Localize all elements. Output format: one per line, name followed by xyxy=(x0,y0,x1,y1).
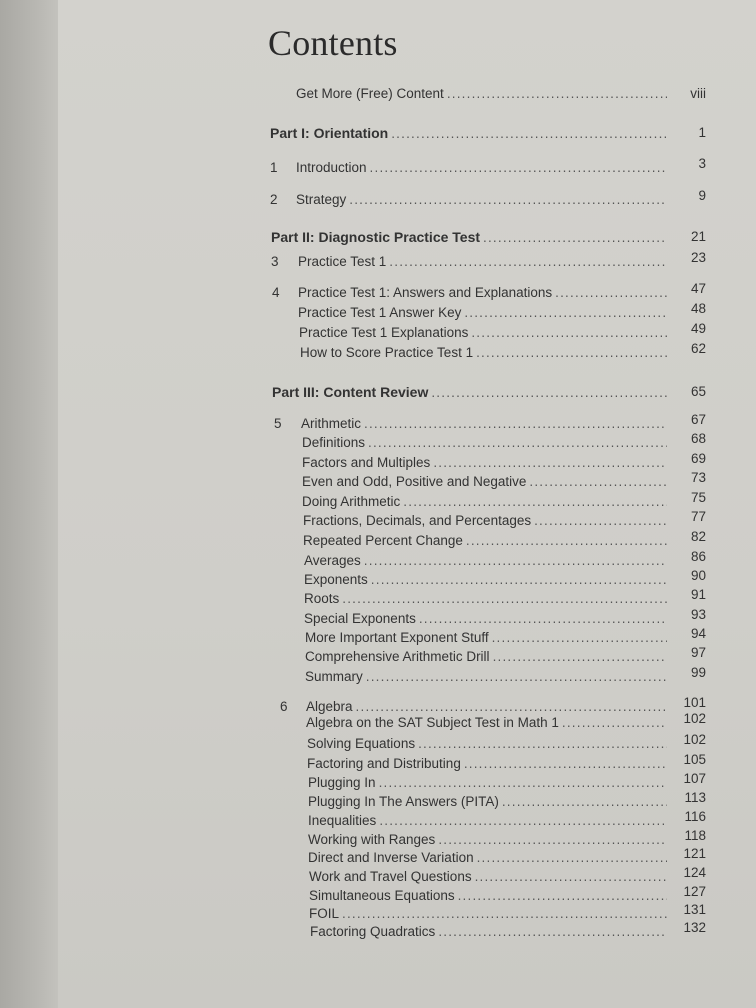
dot-leader xyxy=(342,906,667,922)
dot-leader xyxy=(466,533,667,549)
page-number: 102 xyxy=(683,732,706,747)
dot-leader xyxy=(419,611,667,627)
entry-title: Comprehensive Arithmetic Drill xyxy=(305,649,490,664)
toc-entry xyxy=(305,645,706,665)
page-number: 116 xyxy=(684,809,706,824)
entry-title: Even and Odd, Positive and Negative xyxy=(302,474,527,489)
entry-title: Arithmetic xyxy=(301,416,362,431)
page-number: 82 xyxy=(690,529,706,544)
entry-title: Working with Ranges xyxy=(308,832,436,847)
page-number: 67 xyxy=(690,412,706,427)
page-number: 90 xyxy=(690,568,706,583)
page-number: 107 xyxy=(683,771,706,786)
entry-title: Simultaneous Equations xyxy=(309,888,455,903)
toc-entry xyxy=(305,665,706,685)
toc-entry xyxy=(302,431,706,451)
chapter-number: 1 xyxy=(270,160,278,175)
page-number: 93 xyxy=(690,607,706,622)
toc-entry xyxy=(299,321,706,341)
dot-leader xyxy=(431,385,667,401)
toc-entry xyxy=(302,490,706,510)
page-number: 75 xyxy=(690,490,706,505)
page-number: 132 xyxy=(683,920,706,935)
page-number: 94 xyxy=(690,626,706,641)
dot-leader xyxy=(493,649,667,665)
page-number: 3 xyxy=(698,156,706,171)
entry-title: Special Exponents xyxy=(304,611,416,626)
dot-leader xyxy=(476,345,667,361)
dot-leader xyxy=(534,513,667,529)
toc-entry xyxy=(308,846,706,866)
chapter-number: 5 xyxy=(274,416,282,431)
page-number: 127 xyxy=(683,884,706,899)
dot-leader xyxy=(364,416,667,432)
entry-title: Plugging In xyxy=(308,775,376,790)
entry-title: Get More (Free) Content xyxy=(296,86,444,101)
dot-leader xyxy=(418,736,667,752)
toc-part-heading xyxy=(271,229,706,246)
toc-entry xyxy=(308,809,706,829)
page-number: 101 xyxy=(683,695,706,710)
dot-leader xyxy=(403,494,667,510)
dot-leader xyxy=(368,435,667,451)
chapter-number: 2 xyxy=(270,192,278,207)
entry-title: Practice Test 1: Answers and Explanations xyxy=(298,285,553,300)
dot-leader xyxy=(492,630,667,646)
dot-leader xyxy=(438,832,667,848)
page-number: 21 xyxy=(690,229,706,244)
dot-leader xyxy=(475,869,667,885)
page-number: 65 xyxy=(690,384,706,399)
dot-leader xyxy=(458,888,667,904)
dot-leader xyxy=(447,86,667,102)
page-number: 68 xyxy=(690,431,706,446)
dot-leader xyxy=(433,455,667,471)
toc-entry xyxy=(304,587,706,607)
toc-entry xyxy=(270,188,706,208)
dot-leader xyxy=(502,794,667,810)
dot-leader xyxy=(379,775,667,791)
entry-title: Algebra xyxy=(306,699,353,714)
entry-title: Summary xyxy=(305,669,363,684)
toc-entry xyxy=(307,732,706,752)
toc-entry xyxy=(309,902,706,922)
toc-part-heading xyxy=(272,384,706,401)
toc-entry xyxy=(309,884,706,904)
toc-entry xyxy=(304,568,706,588)
entry-title: Factoring and Distributing xyxy=(307,756,461,771)
dot-leader xyxy=(364,553,667,569)
entry-title: Direct and Inverse Variation xyxy=(308,850,474,865)
page-number: 97 xyxy=(690,645,706,660)
page-number: 99 xyxy=(690,665,706,680)
toc-entry xyxy=(310,920,706,940)
page-number: 91 xyxy=(690,587,706,602)
chapter-number: 4 xyxy=(272,285,280,300)
dot-leader xyxy=(342,591,667,607)
toc-entry xyxy=(274,412,706,432)
entry-title: Plugging In The Answers (PITA) xyxy=(308,794,499,809)
toc-entry xyxy=(271,250,706,270)
entry-title: Inequalities xyxy=(308,813,377,828)
dot-leader xyxy=(562,715,667,731)
page-number: 118 xyxy=(684,828,706,843)
toc-entry xyxy=(306,711,706,731)
dot-leader xyxy=(389,254,667,270)
page-title: Contents xyxy=(268,23,398,63)
page-number: viii xyxy=(690,86,706,101)
page-number: 1 xyxy=(698,125,706,140)
toc-entry xyxy=(280,695,706,715)
toc-entry xyxy=(300,341,706,361)
chapter-number: 6 xyxy=(280,699,288,714)
toc-entry xyxy=(304,607,706,627)
dot-leader xyxy=(370,160,667,176)
entry-title: FOIL xyxy=(309,906,340,921)
toc-entry xyxy=(302,470,706,490)
page-number: 23 xyxy=(690,250,706,265)
page-number: 9 xyxy=(698,188,706,203)
toc-entry xyxy=(307,752,706,772)
dot-leader xyxy=(464,756,667,772)
entry-title: Strategy xyxy=(296,192,347,207)
page-number: 77 xyxy=(690,509,706,524)
entry-title: Work and Travel Questions xyxy=(309,869,472,884)
page-number: 73 xyxy=(690,470,706,485)
toc-entry xyxy=(272,281,706,301)
entry-title: Part II: Diagnostic Practice Test xyxy=(271,229,481,245)
page-number: 62 xyxy=(690,341,706,356)
entry-title: How to Score Practice Test 1 xyxy=(300,345,474,360)
chapter-number: 3 xyxy=(271,254,279,269)
page-number: 69 xyxy=(690,451,706,466)
entry-title: Introduction xyxy=(296,160,367,175)
dot-leader xyxy=(477,850,667,866)
page-number: 86 xyxy=(690,549,706,564)
dot-leader xyxy=(366,669,667,685)
dot-leader xyxy=(483,230,667,246)
entry-title: Averages xyxy=(304,553,361,568)
entry-title: Exponents xyxy=(304,572,368,587)
entry-title: Roots xyxy=(304,591,340,606)
dot-leader xyxy=(529,474,667,490)
entry-title: Part III: Content Review xyxy=(272,384,429,400)
entry-title: Part I: Orientation xyxy=(270,125,389,141)
page-number: 121 xyxy=(683,846,706,861)
dot-leader xyxy=(356,699,667,715)
page-number: 102 xyxy=(683,711,706,726)
dot-leader xyxy=(391,126,667,142)
toc-entry xyxy=(308,828,706,848)
entry-title: Factoring Quadratics xyxy=(310,924,436,939)
page-number: 113 xyxy=(684,790,706,805)
toc-entry xyxy=(270,156,706,176)
entry-title: Definitions xyxy=(302,435,366,450)
page-number: 48 xyxy=(690,301,706,316)
page-number: 47 xyxy=(690,281,706,296)
toc-entry xyxy=(298,301,706,321)
entry-title: Practice Test 1 Explanations xyxy=(299,325,469,340)
toc-entry xyxy=(296,86,706,102)
dot-leader xyxy=(371,572,667,588)
page-number: 131 xyxy=(683,902,706,917)
entry-title: Factors and Multiples xyxy=(302,455,431,470)
dot-leader xyxy=(464,305,667,321)
page-number: 124 xyxy=(683,865,706,880)
page-number: 49 xyxy=(690,321,706,336)
toc-entry xyxy=(305,626,706,646)
entry-title: Practice Test 1 xyxy=(298,254,387,269)
toc-entry xyxy=(303,509,706,529)
dot-leader xyxy=(438,924,667,940)
page-number: 105 xyxy=(683,752,706,767)
toc-entry xyxy=(308,771,706,791)
dot-leader xyxy=(471,325,667,341)
toc-entry xyxy=(302,451,706,471)
entry-title: Algebra on the SAT Subject Test in Math 1 xyxy=(306,715,559,730)
toc-entry xyxy=(304,549,706,569)
toc-entry xyxy=(309,865,706,885)
toc-entry xyxy=(308,790,706,810)
dot-leader xyxy=(349,192,667,208)
entry-title: More Important Exponent Stuff xyxy=(305,630,489,645)
entry-title: Solving Equations xyxy=(307,736,416,751)
entry-title: Doing Arithmetic xyxy=(302,494,401,509)
dot-leader xyxy=(555,285,667,301)
entry-title: Practice Test 1 Answer Key xyxy=(298,305,462,320)
toc-part-heading xyxy=(270,125,706,142)
dot-leader xyxy=(379,813,667,829)
entry-title: Repeated Percent Change xyxy=(303,533,463,548)
entry-title: Fractions, Decimals, and Percentages xyxy=(303,513,532,528)
toc-entry xyxy=(303,529,706,549)
